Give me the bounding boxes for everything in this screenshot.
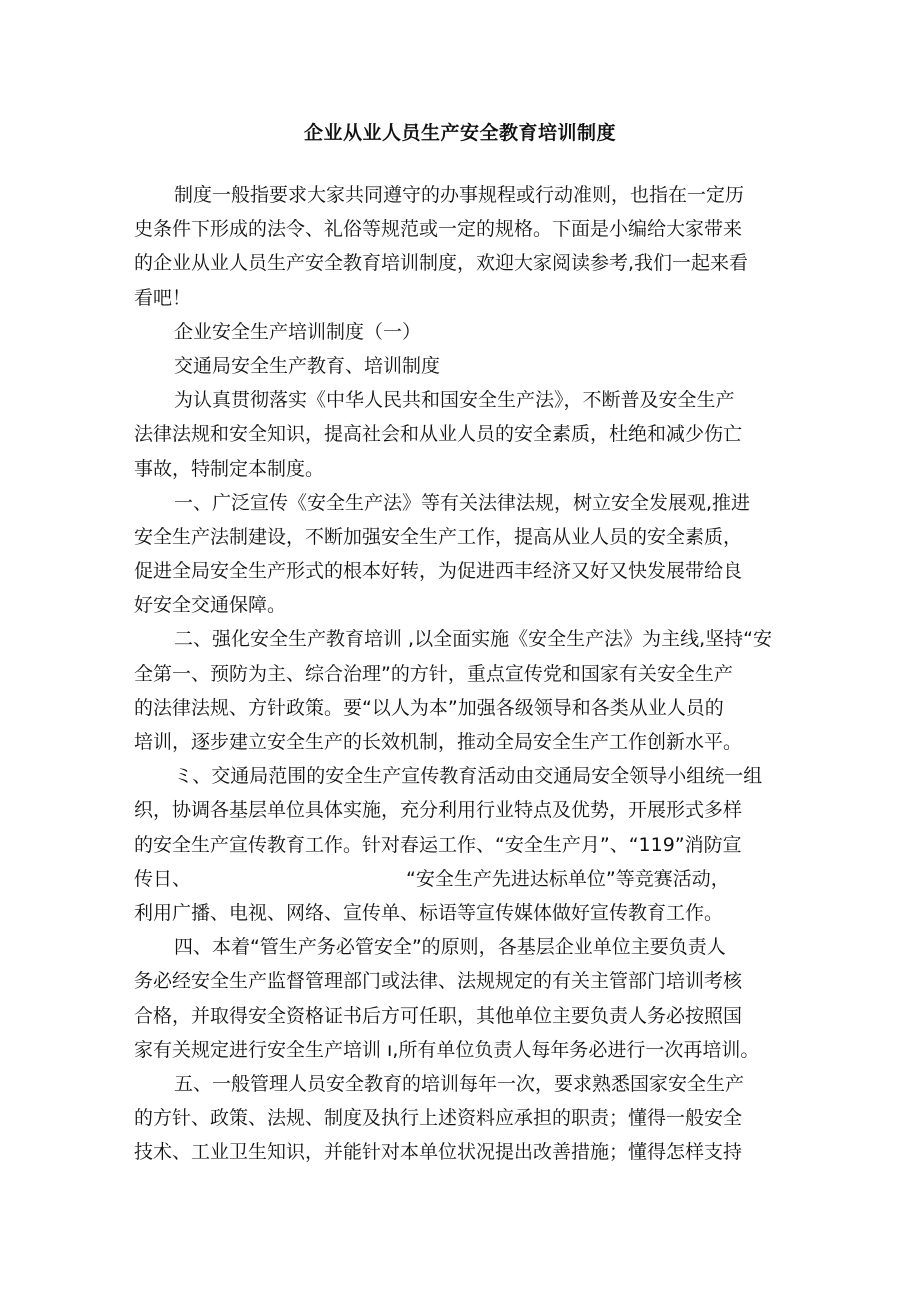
line-text: 合格，并取得安全资格证书后方可任职，其他单位主要负责人务必按照国 [134,1004,743,1027]
body-line [134,554,794,588]
line-text: 制度一般指要求大家共同遵守的办事规程或行动准则，也指在一定历 [174,184,745,206]
body-line [134,1135,794,1169]
line-text: 促进全局安全生产形式的根本好转，为促进西丰经济又好又快发展带给良 [134,560,743,583]
body-line [134,964,794,998]
line-text: 一、广泛宣传《安全生产法》等有关法律法规，树立安全发展观,推进 [174,491,751,514]
body-line [134,691,794,725]
line-text: 培训，逐步建立安全生产的长效机制，推动全局安全生产工作创新水平。 [134,731,743,753]
body-line [134,657,794,691]
body-line [134,1033,794,1067]
body-line [134,281,794,315]
line-text: 五、一般管理人员安全教育的培训每年一次，要求熟悉国家安全生产 [174,1072,745,1095]
body-line [134,246,794,280]
line-text: 利用广播、电视、网络、宣传单、标语等宣传媒体做好宣传教育工作。 [134,901,724,924]
body-line [134,417,794,451]
body-line [134,725,794,759]
line-text: 的方针、政策、法规、制度及执行上述资料应承担的职责；懂得一般安全 [134,1107,743,1130]
line-text: 织，协调各基层单位具体实施，充分利用行业特点及优势，开展形式多样 [134,799,743,822]
line-text: 的安全生产宣传教育工作。针对春运工作、“安全生产月”、“119”消防宣 [134,833,742,856]
body-line [134,588,794,622]
body-line [134,622,794,656]
line-text: 二、强化安全生产教育培训 ,以全面实施《安全生产法》为主线,坚持“安 [174,628,772,651]
line-text: 安全生产法制建设，不断加强安全生产工作，提高从业人员的安全素质， [134,525,743,548]
body-line [134,999,794,1033]
body-line [134,452,794,486]
line-text: 为认真贯彻落实《中华人民共和国安全生产法》，不断普及安全生产 [174,389,735,412]
line-text: 企业安全生产培训制度（一） [174,320,422,343]
body-line [134,896,794,930]
line-text: 法律法规和安全知识，提高社会和从业人员的安全素质，杜绝和减少伤亡 [134,423,743,446]
document-title: 企业从业人员生产安全教育培训制度 [303,122,616,144]
line-text: 务必经安全生产监督管理部门或法律、法规规定的有关主管部门培训考核 [134,970,743,993]
line-text: 四、本着“管生产务必管安全”的原则，各基层企业单位主要负责人 [174,936,726,959]
line-tail-text: “安全生产先进达标单位”等竞赛活动， [406,867,730,890]
line-text: ミ、交通局范围的安全生产宣传教育活动由交通局安全领导小组统一组 [174,765,763,788]
body-line [134,930,794,964]
line-text: 史条件下形成的法令、礼俗等规范或一定的规格。下面是小编给大家带来 [134,218,743,241]
line-text: 看吧！ [134,286,192,309]
body-line [134,349,794,383]
body-line [134,862,794,896]
line-text: 交通局安全生产教育、培训制度 [174,354,441,377]
body-line [134,383,794,417]
line-text: 好安全交通保障。 [134,594,287,617]
body-line [134,793,794,827]
body-line [134,520,794,554]
document-body [134,178,794,1169]
line-text: 传日、 [134,867,192,890]
line-text: 的企业从业人员生产安全教育培训制度，欢迎大家阅读参考,我们一起来看 [134,252,749,275]
line-text: 技术、工业卫生知识，并能针对本单位状况提出改善措施；懂得怎样支持 [134,1141,743,1164]
body-line [134,1067,794,1101]
body-line [134,486,794,520]
line-text: 全第一、预防为主、综合治理”的方针，重点宣传党和国家有关安全生产 [134,662,733,685]
line-text: 的法律法规、方针政策。要“以人为本”加强各级领导和各类从业人员的 [134,696,724,719]
body-line [134,759,794,793]
line-text: 家有关规定进行安全生产培训 ı,所有单位负责人每年务必进行一次再培训。 [134,1038,760,1061]
body-line [134,315,794,349]
body-line [134,178,794,212]
body-line [134,828,794,862]
line-text: 事故，特制定本制度。 [134,457,325,480]
body-line [134,212,794,246]
body-line [134,1101,794,1135]
